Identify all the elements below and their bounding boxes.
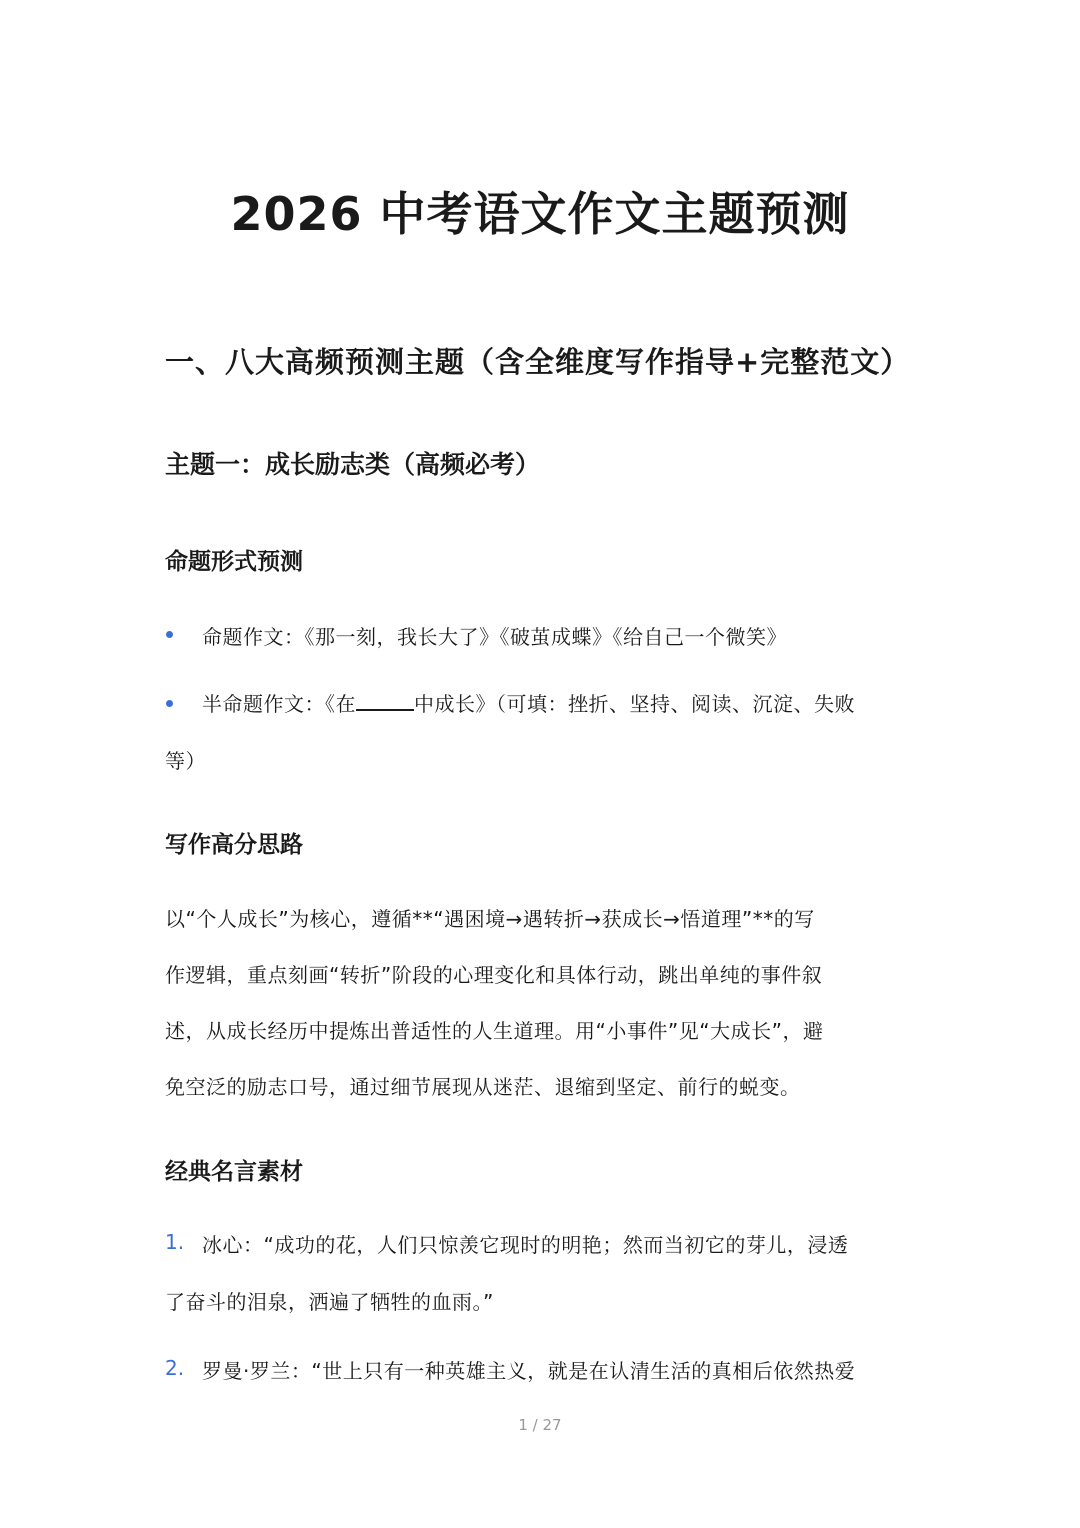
quote-number: 1.	[165, 1230, 185, 1254]
forms-item-2	[202, 688, 855, 717]
quote-2-line-1: 罗曼·罗兰：“世上只有一种英雄主义，就是在认清生活的真相后依然热爱	[202, 1359, 856, 1383]
quote-1-line-2: 了奋斗的泪泉，洒遍了牺牲的血雨。”	[165, 1290, 494, 1314]
bullet-icon	[166, 631, 173, 638]
fill-blank	[356, 691, 414, 711]
approach-line-3: 述，从成长经历中提炼出普适性的人生道理。用“小事件”见“大成长”，避	[165, 1019, 824, 1043]
bullet-icon	[166, 700, 173, 707]
forms-item-1: 命题作文：《那一刻，我长大了》《破茧成蝶》《给自己一个微笑》	[202, 625, 787, 649]
quotes-heading: 经典名言素材	[165, 1159, 303, 1185]
approach-line-4: 免空泛的励志口号，通过细节展现从迷茫、退缩到坚定、前行的蜕变。	[165, 1075, 801, 1099]
forms-item-2-suffix: 中成长》（可填：挫折、坚持、阅读、沉淀、失败	[414, 692, 855, 716]
quote-number: 2.	[165, 1356, 185, 1380]
forms-item-2-prefix: 半命题作文：《在	[202, 692, 356, 716]
forms-heading: 命题形式预测	[165, 549, 303, 575]
forms-item-2-continuation: 等）	[165, 749, 206, 773]
document-title: 2026 中考语文作文主题预测	[230, 187, 850, 241]
quote-1-line-1: 冰心：“成功的花，人们只惊羡它现时的明艳；然而当初它的芽儿，浸透	[202, 1233, 849, 1257]
theme-heading: 主题一：成长励志类（高频必考）	[165, 450, 541, 479]
approach-line-2: 作逻辑，重点刻画“转折”阶段的心理变化和具体行动，跳出单纯的事件叙	[165, 963, 823, 987]
section-heading: 一、八大高频预测主题（含全维度写作指导+完整范文）	[165, 345, 911, 379]
approach-line-1: 以“个人成长”为核心，遵循**“遇困境→遇转折→获成长→悟道理”**的写	[165, 907, 815, 931]
approach-heading: 写作高分思路	[165, 832, 303, 858]
page-indicator: 1 / 27	[518, 1416, 562, 1434]
